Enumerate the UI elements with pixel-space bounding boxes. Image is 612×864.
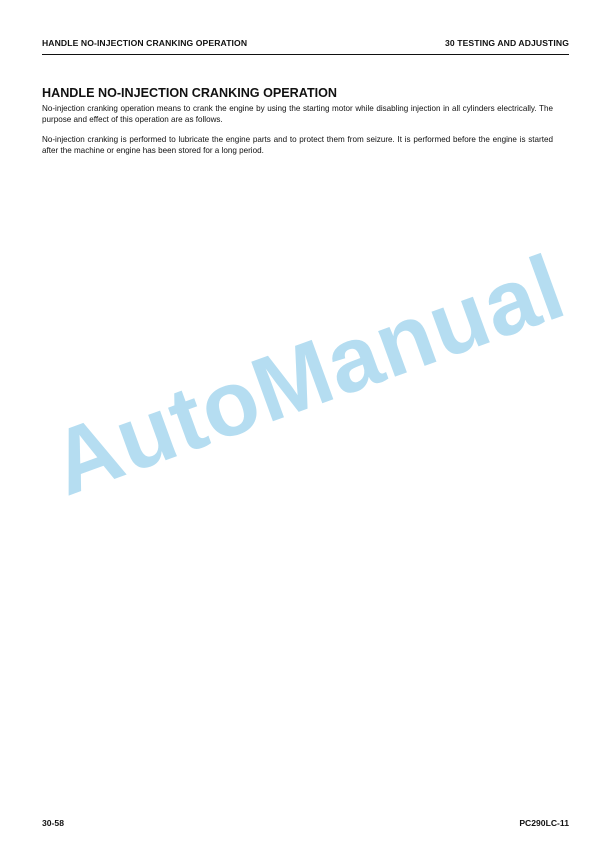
- watermark: AutoManual: [38, 235, 578, 516]
- header-chapter-title: 30 TESTING AND ADJUSTING: [444, 38, 569, 48]
- section-title: HANDLE NO-INJECTION CRANKING OPERATION: [42, 86, 338, 100]
- paragraph-definition: No-injection cranking operation means to crank the engine by using the starting motor while disabling injection in all cylinders electrically. The purpose and effect of this operation are as follows.: [42, 104, 553, 125]
- footer-page-number: 30-58: [42, 818, 64, 828]
- footer-model: PC290LC-11: [519, 818, 569, 828]
- page-header: [42, 38, 569, 55]
- header-section-title: HANDLE NO-INJECTION CRANKING OPERATION: [42, 38, 248, 48]
- paragraph-purpose: No-injection cranking is performed to lubricate the engine parts and to protect them from seizure. It is performed before the engine is started after the machine or engine has been stored for a long period.: [42, 135, 553, 156]
